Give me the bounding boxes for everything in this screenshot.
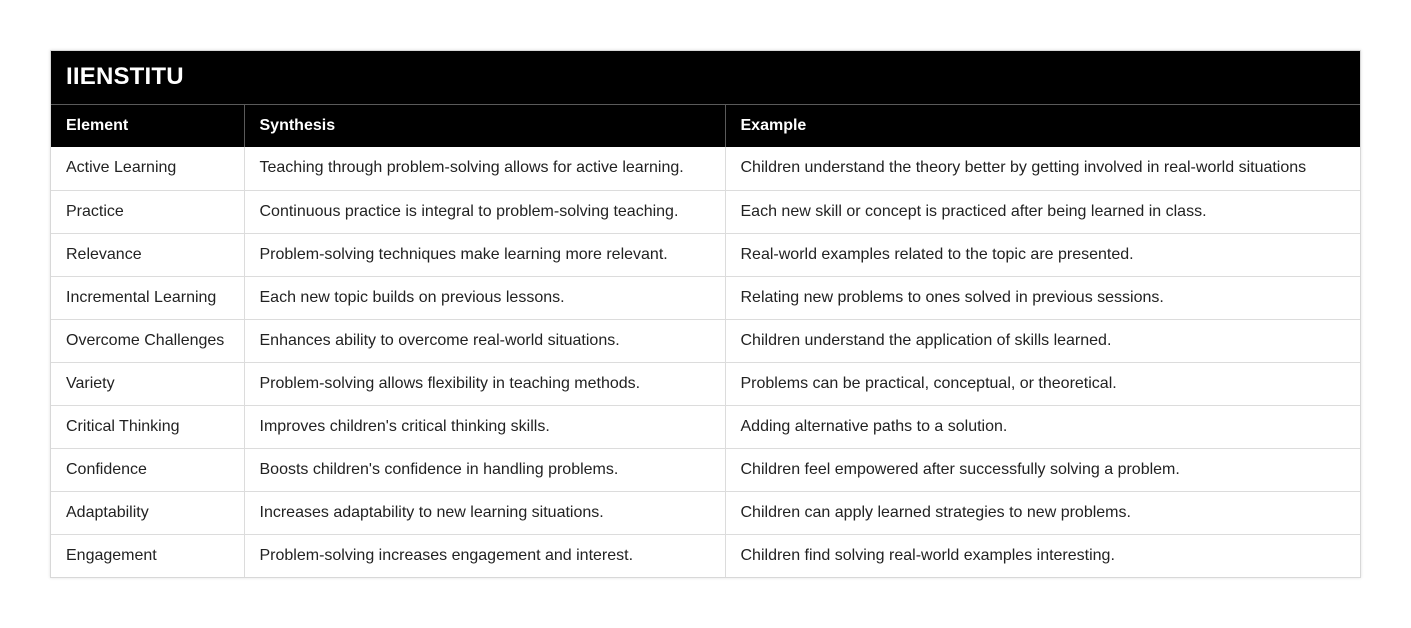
cell-element: Variety bbox=[51, 362, 244, 405]
cell-element: Adaptability bbox=[51, 491, 244, 534]
cell-element: Active Learning bbox=[51, 147, 244, 190]
cell-example: Children understand the theory better by getting involved in real-world situations bbox=[740, 159, 1307, 177]
table-row bbox=[51, 276, 1360, 319]
cell-example: Adding alternative paths to a solution. bbox=[725, 405, 1360, 448]
cell-element: Incremental Learning bbox=[51, 276, 244, 319]
cell-element: Practice bbox=[51, 190, 244, 233]
table-row bbox=[51, 319, 1360, 362]
column-header-element: Element bbox=[51, 104, 244, 147]
data-table bbox=[51, 51, 1360, 577]
cell-example: Children find solving real-world examples interesting. bbox=[725, 534, 1360, 577]
cell-element: Critical Thinking bbox=[51, 405, 244, 448]
table-row bbox=[51, 233, 1360, 276]
cell-synthesis: Improves children's critical thinking skills. bbox=[244, 405, 725, 448]
table-row bbox=[51, 534, 1360, 577]
cell-example: Children feel empowered after successfully solving a problem. bbox=[725, 448, 1360, 491]
data-table-card bbox=[50, 50, 1361, 578]
cell-synthesis: Teaching through problem-solving allows for active learning. bbox=[244, 147, 725, 190]
cell-example: Children can apply learned strategies to new problems. bbox=[725, 491, 1360, 534]
cell-synthesis: Problem-solving increases engagement and interest. bbox=[244, 534, 725, 577]
table-row bbox=[51, 448, 1360, 491]
cell-synthesis: Increases adaptability to new learning situations. bbox=[244, 491, 725, 534]
cell-synthesis: Enhances ability to overcome real-world situations. bbox=[244, 319, 725, 362]
cell-synthesis: Problem-solving allows flexibility in teaching methods. bbox=[244, 362, 725, 405]
cell-example: Children understand the application of skills learned. bbox=[725, 319, 1360, 362]
cell-element: Confidence bbox=[51, 448, 244, 491]
column-header-example: Example bbox=[725, 104, 1360, 147]
table-header-row bbox=[51, 104, 1360, 147]
cell-example: Each new skill or concept is practiced after being learned in class. bbox=[725, 190, 1360, 233]
cell-synthesis: Problem-solving techniques make learning more relevant. bbox=[244, 233, 725, 276]
table-row bbox=[51, 147, 1360, 190]
table-row bbox=[51, 190, 1360, 233]
cell-synthesis: Each new topic builds on previous lessons. bbox=[244, 276, 725, 319]
table-row bbox=[51, 362, 1360, 405]
table-caption: IIENSTITU bbox=[51, 51, 1360, 104]
table-row bbox=[51, 405, 1360, 448]
cell-example: Problems can be practical, conceptual, or theoretical. bbox=[725, 362, 1360, 405]
cell-element: Overcome Challenges bbox=[51, 319, 244, 362]
cell-element: Relevance bbox=[51, 233, 244, 276]
cell-element: Engagement bbox=[51, 534, 244, 577]
cell-example: Relating new problems to ones solved in previous sessions. bbox=[725, 276, 1360, 319]
column-header-synthesis: Synthesis bbox=[244, 104, 725, 147]
table-caption-row bbox=[51, 51, 1360, 104]
cell-example: Real-world examples related to the topic are presented. bbox=[725, 233, 1360, 276]
table-row bbox=[51, 491, 1360, 534]
cell-synthesis: Boosts children's confidence in handling problems. bbox=[244, 448, 725, 491]
cell-synthesis: Continuous practice is integral to problem-solving teaching. bbox=[244, 190, 725, 233]
